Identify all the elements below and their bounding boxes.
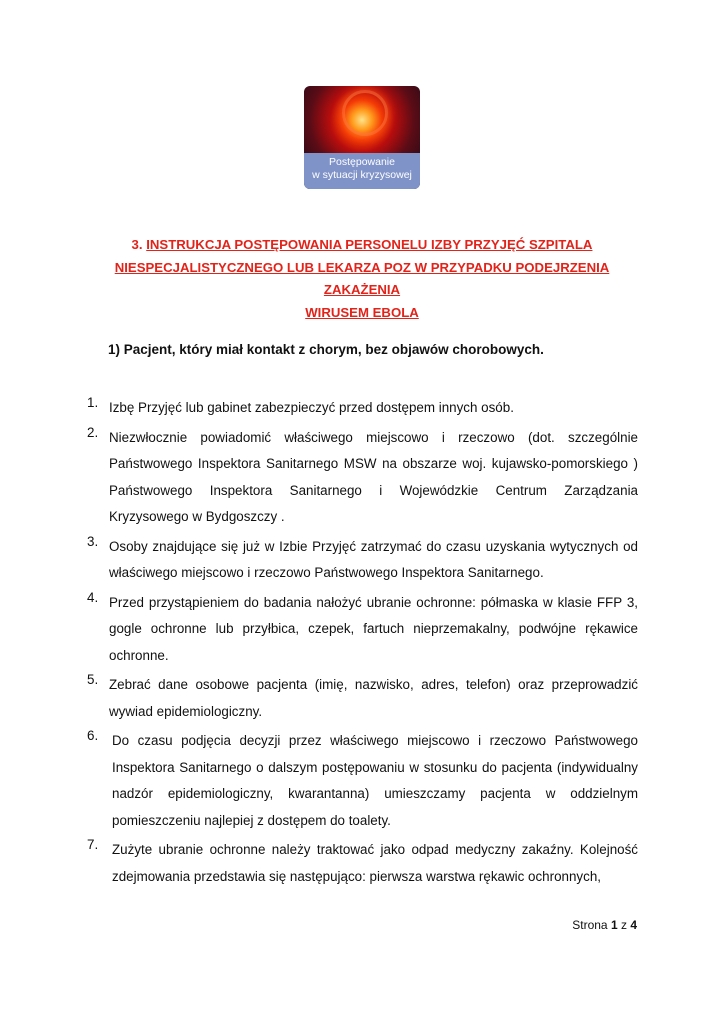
footer-label: Strona — [572, 918, 608, 932]
list-item-number: 5. — [87, 672, 99, 687]
instruction-list — [87, 395, 638, 893]
list-item — [87, 728, 638, 834]
list-item-number: 2. — [87, 424, 99, 440]
alarm-light-icon — [342, 90, 388, 136]
list-item — [87, 425, 638, 531]
list-item-number: 6. — [87, 728, 99, 743]
list-item-number: 3. — [87, 533, 99, 549]
logo-caption — [304, 153, 420, 189]
list-item-text: Izbę Przyjęć lub gabinet zabezpieczyć przed dostępem innych osób. — [109, 400, 514, 415]
section-subheading: 1) Pacjent, który miał kontakt z chorym, bez objawów chorobowych. — [108, 342, 544, 357]
list-item-number: 4. — [87, 589, 99, 605]
document-title — [90, 234, 634, 324]
list-item — [87, 395, 638, 422]
page-footer — [572, 918, 637, 932]
title-line-3: WIRUSEM EBOLA — [305, 304, 419, 320]
list-item-text: Zużyte ubranie ochronne należy traktować jako odpad medyczny zakaźny. Kolejność zdejmowania przedstawia się następująco: pierwsza warstwa rękawic ochronnych, — [112, 842, 638, 884]
logo-caption-line2: w sytuacji kryzysowej — [312, 169, 412, 181]
list-item-number: 7. — [87, 837, 99, 852]
list-item-text: Do czasu podjęcia decyzji przez właściwego miejscowo i rzeczowo Państwowego Inspektora Sanitarnego o dalszym postępowaniu w stosunku do pacjenta (indywidualny nadzór epidemiologiczny, kwarantanna) umieszczamy pacjenta w oddzielnym pomieszczeniu najlepiej z dostępem do toalety. — [112, 733, 638, 828]
list-item — [87, 590, 638, 670]
list-item-number: 1. — [87, 395, 99, 410]
list-item-text: Osoby znajdujące się już w Izbie Przyjęć zatrzymać do czasu uzyskania wytycznych od właściwego miejscowo i rzeczowo Państwowego Inspektora Sanitarnego. — [109, 538, 638, 580]
list-item-text: Niezwłocznie powiadomić właściwego miejscowo i rzeczowo (dot. szczególnie Państwowego Inspektora Sanitarnego MSW na obszarze woj. kujawsko-pomorskiego ) Państwowego Inspektora Sanitarnego i Wojewódzkie Centrum Zarządzania Kryzysowego w Bydgoszczy . — [109, 429, 638, 524]
footer-separator: z — [620, 918, 627, 932]
title-line-1: INSTRUKCJA POSTĘPOWANIA PERSONELU IZBY PRZYJĘĆ SZPITALA — [146, 237, 593, 252]
title-number: 3. — [131, 237, 147, 252]
list-item — [87, 672, 638, 725]
list-item-text: Przed przystąpieniem do badania nałożyć ubranie ochronne: półmaska w klasie FFP 3, gogle ochronne lub przyłbica, czepek, fartuch nieprzemakalny, podwójne rękawice ochronne. — [109, 594, 638, 663]
logo-caption-line1: Postępowanie — [329, 156, 395, 168]
footer-page-number: 1 — [610, 918, 618, 932]
list-item — [87, 534, 638, 587]
list-item-text: Zebrać dane osobowe pacjenta (imię, nazwisko, adres, telefon) oraz przeprowadzić wywiad epidemiologiczny. — [109, 677, 638, 719]
title-line-2: NIESPECJALISTYCZNEGO LUB LEKARZA POZ W PRZYPADKU PODEJRZENIA ZAKAŻENIA — [114, 259, 610, 297]
list-item — [87, 837, 638, 890]
footer-total-pages: 4 — [630, 918, 637, 932]
crisis-logo — [304, 86, 420, 189]
